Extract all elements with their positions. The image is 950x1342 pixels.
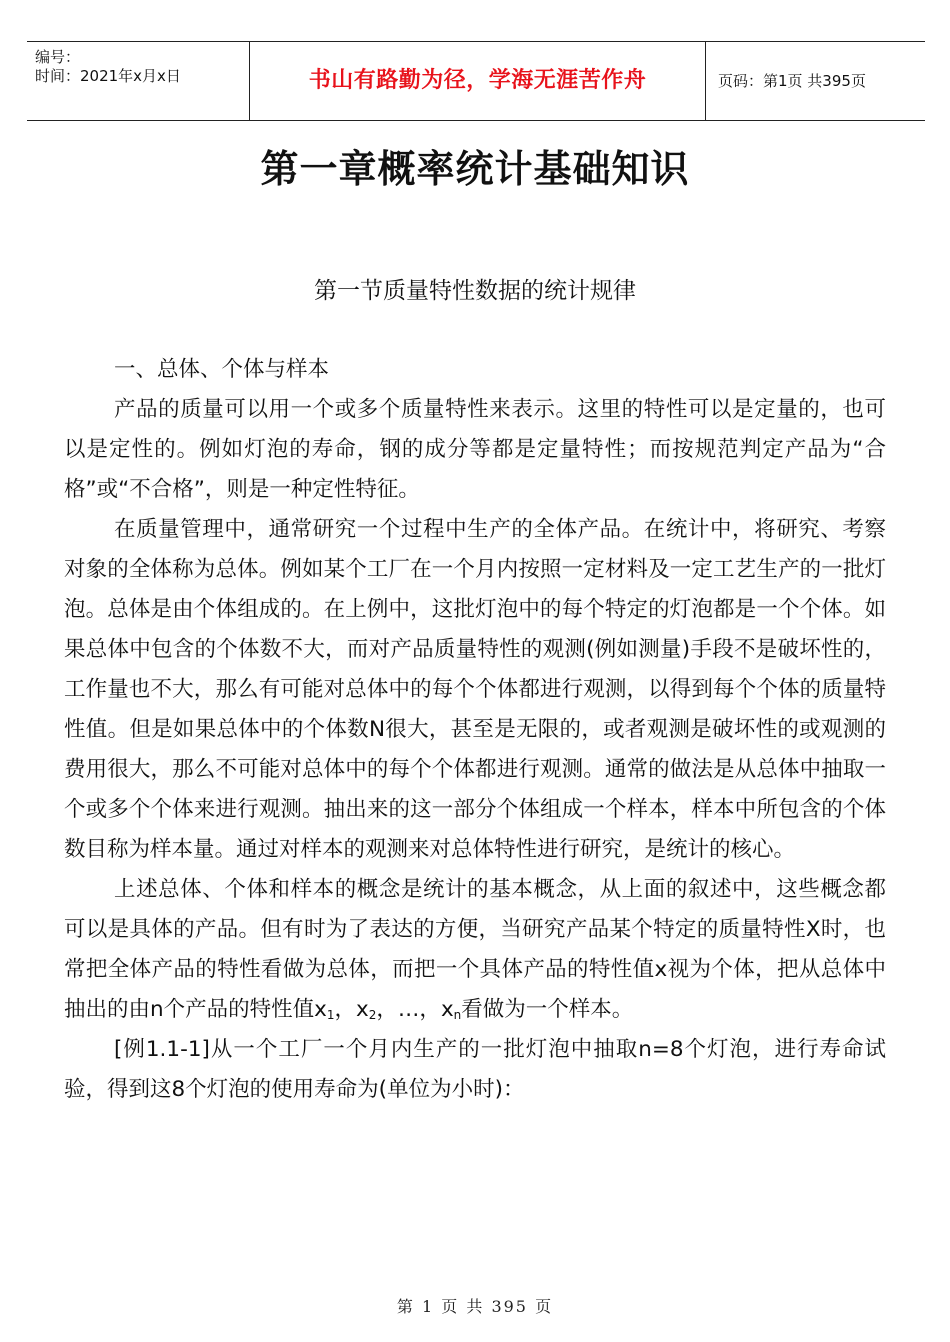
sample-xn: $x_n$ xyxy=(440,997,462,1022)
page-header xyxy=(27,41,925,121)
document-number-label: 编号： xyxy=(35,48,81,66)
chapter-title: 第一章概率统计基础知识 xyxy=(260,147,690,191)
example-paragraph: [例1.1-1]从一个工厂一个月内生产的一批灯泡中抽取n=8个灯泡，进行寿命试验，得到这8个灯泡的使用寿命为(单位为小时)： xyxy=(64,1037,886,1102)
paragraph-3: 上述总体、个体和样本的概念是统计的基本概念，从上面的叙述中，这些概念都可以是具体的产品。但有时为了表达的方便，当研究产品某个特定的质量特性X时，也常把全体产品的特性看做为总体，而把一个具体产品的特性值x视为个体，把从总体中抽出的由n个产品的特性值$x_1$，$x_2$，…，$x_n$看做为一个样本。 xyxy=(64,877,886,1022)
paragraph-2: 在质量管理中，通常研究一个过程中生产的全体产品。在统计中，将研究、考察对象的全体称为总体。例如某个工厂在一个月内按照一定材料及一定工艺生产的一批灯泡。总体是由个体组成的。在上例中，这批灯泡中的每个特定的灯泡都是一个个体。如果总体中包含的个体数不大，而对产品质量特性的观测(例如测量)手段不是破坏性的，工作量也不大，那么有可能对总体中的每个个体都进行观测，以得到每个个体的质量特性值。但是如果总体中的个体数N很大，甚至是无限的，或者观测是破坏性的或观测的费用很大，那么不可能对总体中的每个个体都进行观测。通常的做法是从总体中抽取一个或多个个体来进行观测。抽出来的这一部分个体组成一个样本，样本中所包含的个体数目称为样本量。通过对样本的观测来对总体特性进行研究，是统计的核心。 xyxy=(64,517,886,862)
header-page-info: 页码：第1页 共395页 xyxy=(718,72,866,90)
header-meta-cell xyxy=(27,42,250,120)
header-motto-cell xyxy=(250,42,706,120)
paragraph-1: 产品的质量可以用一个或多个质量特性来表示。这里的特性可以是定量的，也可以是定性的。例如灯泡的寿命，钢的成分等都是定量特性；而按规范判定产品为“合格”或“不合格”，则是一种定性特征。 xyxy=(64,397,886,502)
sample-x2: $x_2$ xyxy=(356,997,377,1022)
paragraph-3-text: 上述总体、个体和样本的概念是统计的基本概念，从上面的叙述中，这些概念都可以是具体的产品。但有时为了表达的方便，当研究产品某个特定的质量特性X时，也常把全体产品的特性看做为总体，而把一个具体产品的特性值x视为个体，把从总体中抽出的由n个产品的特性值 xyxy=(64,877,886,1022)
sample-x1: $x_1$ xyxy=(314,997,335,1022)
header-page-cell xyxy=(706,42,925,120)
document-body xyxy=(64,350,886,1110)
header-motto: 书山有路勤为径，学海无涯苦作舟 xyxy=(308,68,647,93)
paragraph-3-tail: 看做为一个样本。 xyxy=(461,997,634,1022)
section-title: 第一节质量特性数据的统计规律 xyxy=(314,278,636,304)
document-time-label: 时间：2021年x月x日 xyxy=(35,67,181,85)
page-footer: 第 1 页 共 395 页 xyxy=(396,1297,554,1316)
subheading: 一、总体、个体与样本 xyxy=(114,357,330,382)
sample-ellipsis: … xyxy=(397,997,420,1022)
